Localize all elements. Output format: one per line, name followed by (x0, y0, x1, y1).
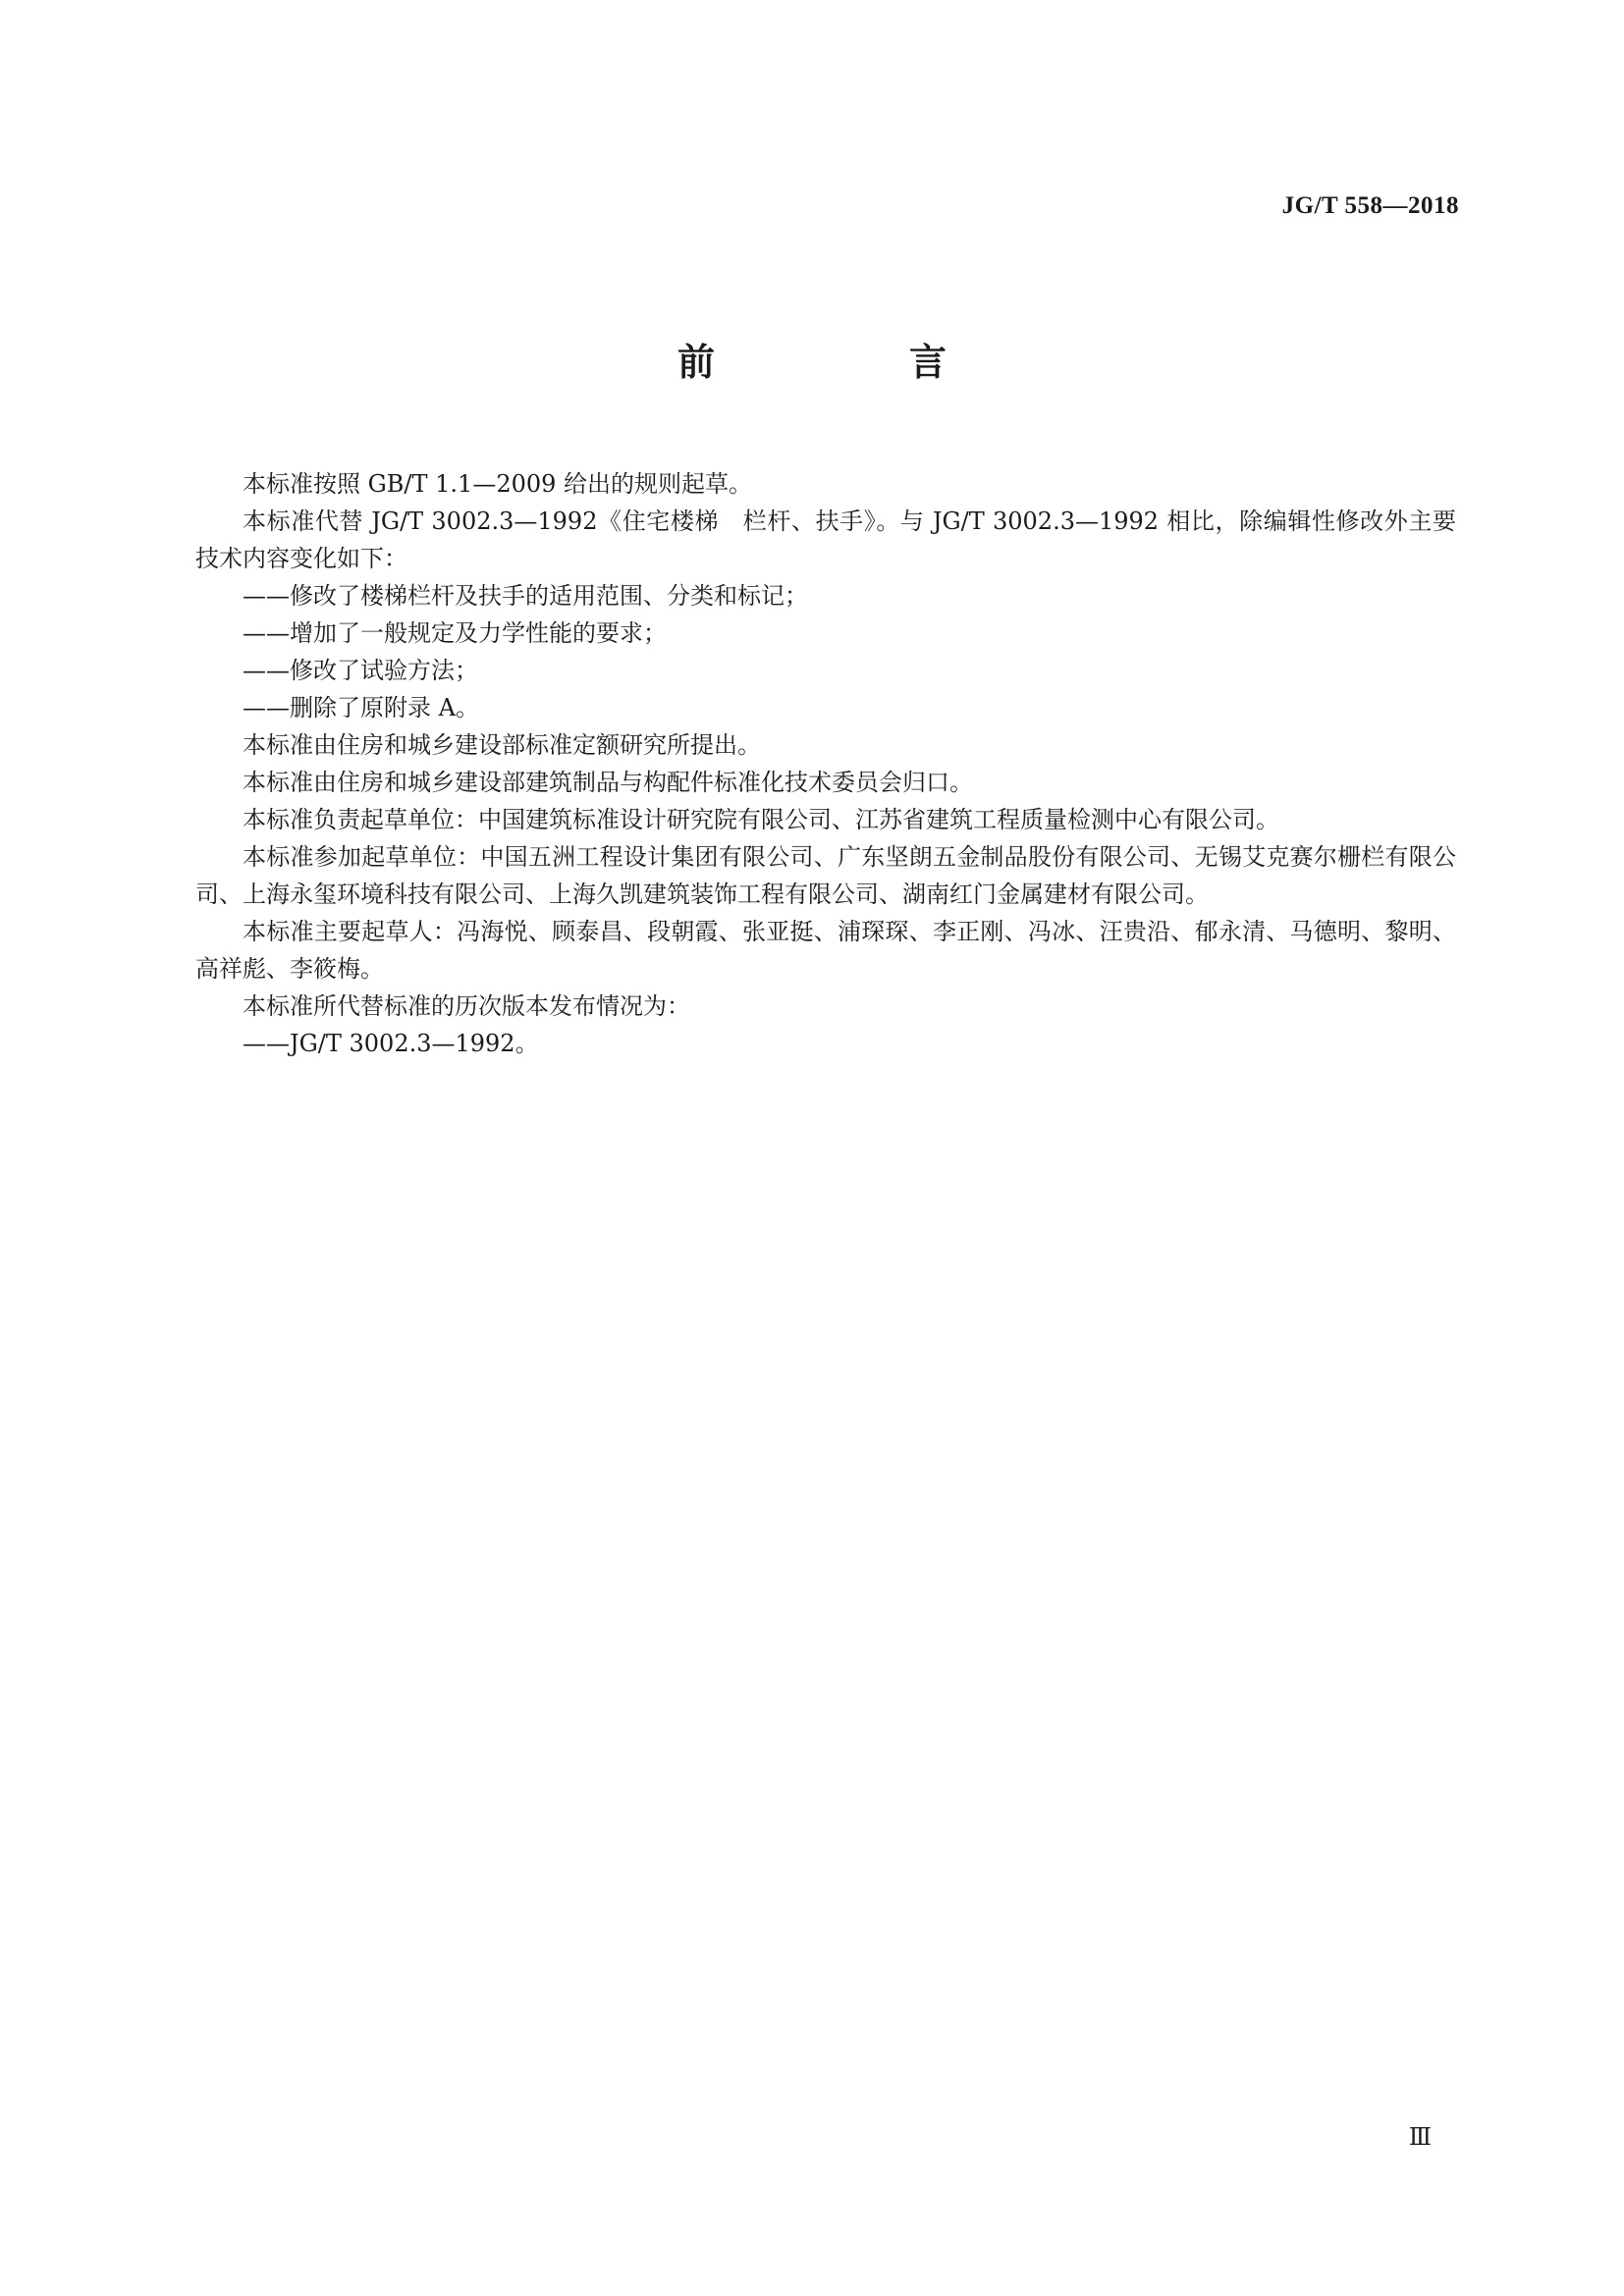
page-number: Ⅲ (1408, 2125, 1432, 2151)
standard-code: JG/T 558—2018 (1281, 192, 1459, 219)
paragraph-participating-drafters: 本标准参加起草单位：中国五洲工程设计集团有限公司、广东坚朗五金制品股份有限公司、无锡艾克赛尔栅栏有限公司、上海永玺环境科技有限公司、上海久凯建筑装饰工程有限公司、湖南红门金属建材有限公司。 (195, 843, 1456, 908)
page-title: 前 言 (677, 341, 1025, 384)
history-item: ——JG/T 3002.3—1992。 (243, 1030, 539, 1057)
paragraph-proposer: 本标准由住房和城乡建设部标准定额研究所提出。 (243, 731, 761, 759)
paragraph-replacement: 本标准代替 JG/T 3002.3—1992《住宅楼梯 栏杆、扶手》。与 JG/T 3002.3—1992 相比，除编辑性修改外主要技术内容变化如下： (195, 507, 1456, 572)
change-item: ——修改了试验方法； (243, 657, 478, 684)
paragraph-history-intro: 本标准所代替标准的历次版本发布情况为： (243, 992, 690, 1020)
change-item: ——增加了一般规定及力学性能的要求； (243, 619, 667, 647)
paragraph-main-drafters: 本标准主要起草人：冯海悦、顾泰昌、段朝霞、张亚挺、浦琛琛、李正刚、冯冰、汪贵沿、郁永清、马德明、黎明、高祥彪、李筱梅。 (195, 918, 1456, 983)
paragraph-lead-drafters: 本标准负责起草单位：中国建筑标准设计研究院有限公司、江苏省建筑工程质量检测中心有限公司。 (243, 806, 1279, 833)
foreword-body (195, 465, 1456, 1062)
paragraph-drafting-rules: 本标准按照 GB/T 1.1—2009 给出的规则起草。 (243, 470, 753, 498)
change-item: ——删除了原附录 A。 (243, 694, 479, 721)
change-item: ——修改了楼梯栏杆及扶手的适用范围、分类和标记； (243, 582, 808, 610)
paragraph-administrator: 本标准由住房和城乡建设部建筑制品与构配件标准化技术委员会归口。 (243, 769, 973, 796)
